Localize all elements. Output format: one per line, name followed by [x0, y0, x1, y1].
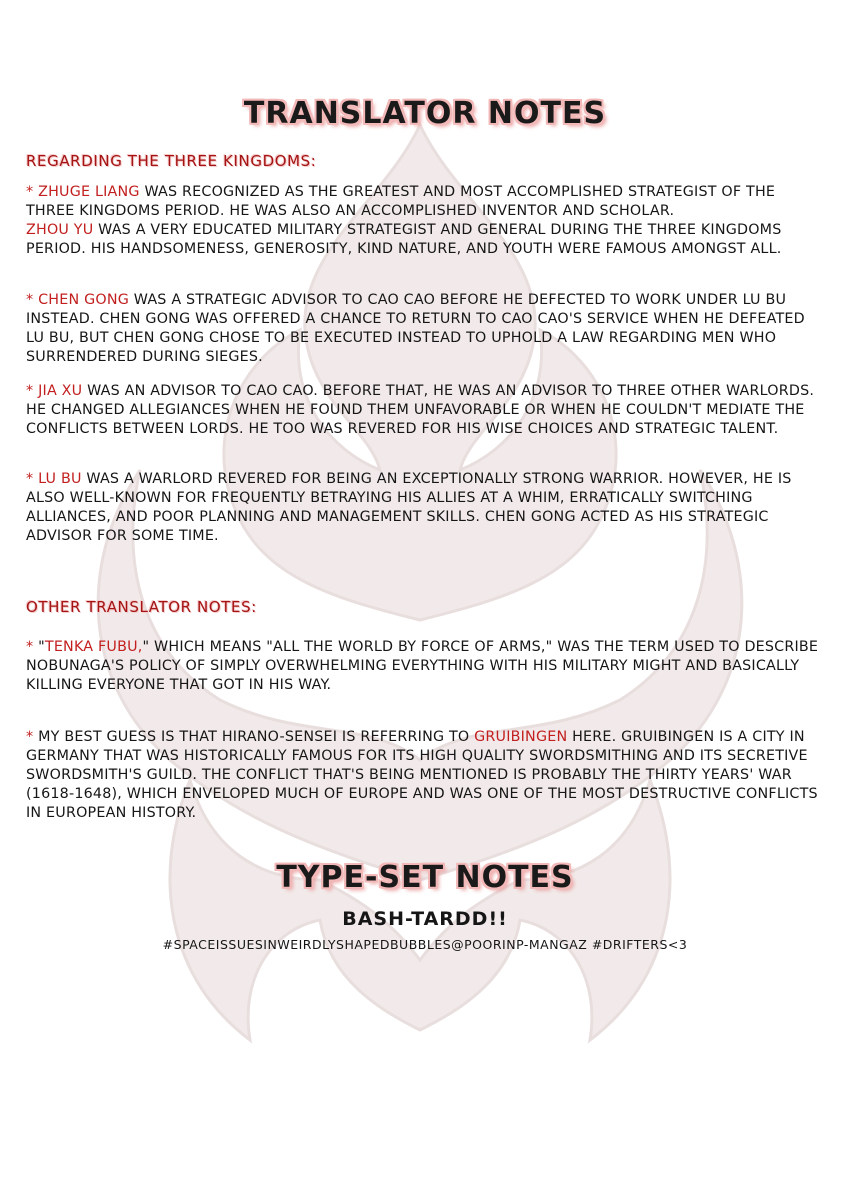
note-text: " [33, 639, 45, 655]
note-gruibingen [26, 728, 826, 823]
section-heading-other-notes: OTHER TRANSLATOR NOTES: [26, 598, 257, 616]
note-tenka-fubu [26, 638, 826, 695]
signature: BASH-TARDD!! [342, 908, 508, 930]
note-text: WAS A WARLORD REVERED FOR BEING AN EXCEPTIONALLY STRONG WARRIOR. HOWEVER, HE IS ALSO WELL-KNOWN FOR FREQUENTLY BETRAYING HIS ALLIES AT A WHIM, ERRATICALLY SWITCHING ALLIANCES, AND POOR PLANNING AND MANAGEMENT SKILLS. CHEN GONG ACTED AS HIS STRATEGIC ADVISOR FOR SOME TIME. [26, 471, 792, 544]
note-jia-xu [26, 382, 826, 439]
asterisk: * [26, 471, 34, 487]
note-text: WAS A VERY EDUCATED MILITARY STRATEGIST AND GENERAL DURING THE THREE KINGDOMS PERIOD. HIS HANDSOMENESS, GENEROSITY, KIND NATURE, AND YOUTH WERE FAMOUS AMONGST ALL. [26, 222, 782, 257]
note-text: " WHICH MEANS "ALL THE WORLD BY FORCE OF ARMS," WAS THE TERM USED TO DESCRIBE NOBUNAGA'S POLICY OF SIMPLY OVERWHELMING EVERYTHING WITH HIS MILITARY MIGHT AND BASICALLY KILLING EVERYONE THAT GOT IN HIS WAY. [26, 639, 819, 693]
asterisk: * [26, 729, 34, 745]
term-zhou-yu: ZHOU YU [26, 222, 94, 238]
asterisk: * [26, 639, 34, 655]
section-heading-three-kingdoms: REGARDING THE THREE KINGDOMS: [26, 152, 317, 170]
term-tenka-fubu: TENKA FUBU, [44, 639, 143, 655]
term-zhuge-liang: ZHUGE LIANG [38, 184, 140, 200]
page-title: TRANSLATOR NOTES [243, 96, 607, 131]
note-zhuge-zhou [26, 183, 826, 259]
term-lu-bu: LU BU [38, 471, 82, 487]
note-chen-gong [26, 291, 826, 367]
asterisk: * [26, 184, 34, 200]
asterisk: * [26, 292, 34, 308]
note-text: WAS AN ADVISOR TO CAO CAO. BEFORE THAT, HE WAS AN ADVISOR TO THREE OTHER WARLORDS. HE CHANGED ALLEGIANCES WHEN HE FOUND THEM UNFAVORABLE OR WHEN HE COULDN'T MEDIATE THE CONFLICTS BETWEEN LORDS. HE TOO WAS REVERED FOR HIS WISE CHOICES AND STRATEGIC TALENT. [26, 383, 815, 437]
typeset-title: TYPE-SET NOTES [276, 860, 574, 895]
note-text: WAS A STRATEGIC ADVISOR TO CAO CAO BEFORE HE DEFECTED TO WORK UNDER LU BU INSTEAD. CHEN GONG WAS OFFERED A CHANCE TO RETURN TO CAO CAO'S SERVICE WHEN HE DEFEATED LU BU, BUT CHEN GONG CHOSE TO BE EXECUTED INSTEAD TO UPHOLD A LAW REGARDING MEN WHO SURRENDERED DURING SIEGES. [26, 292, 805, 365]
hashtags: #SPACEISSUESINWEIRDLYSHAPEDBUBBLES@POORINP-MANGAZ #DRIFTERS<3 [162, 937, 688, 952]
note-text: HERE. GRUIBINGEN IS A CITY IN GERMANY THAT WAS HISTORICALLY FAMOUS FOR ITS HIGH QUALITY SWORDSMITHING AND ITS SECRETIVE SWORDSMITH'S GUILD. THE CONFLICT THAT'S BEING MENTIONED IS PROBABLY THE THIRTY YEARS' WAR (1618-1648), WHICH ENVELOPED MUCH OF EUROPE AND WAS ONE OF THE MOST DESTRUCTIVE CONFLICTS IN EUROPEAN HISTORY. [26, 729, 818, 821]
term-gruibingen: GRUIBINGEN [474, 729, 568, 745]
asterisk: * [26, 383, 34, 399]
note-lu-bu [26, 470, 826, 546]
term-jia-xu: JIA XU [38, 383, 83, 399]
note-text: WAS RECOGNIZED AS THE GREATEST AND MOST ACCOMPLISHED STRATEGIST OF THE THREE KINGDOMS PERIOD. HE WAS ALSO AN ACCOMPLISHED INVENTOR AND SCHOLAR. [26, 184, 776, 219]
term-chen-gong: CHEN GONG [38, 292, 130, 308]
note-text: MY BEST GUESS IS THAT HIRANO-SENSEI IS REFERRING TO [33, 729, 475, 745]
